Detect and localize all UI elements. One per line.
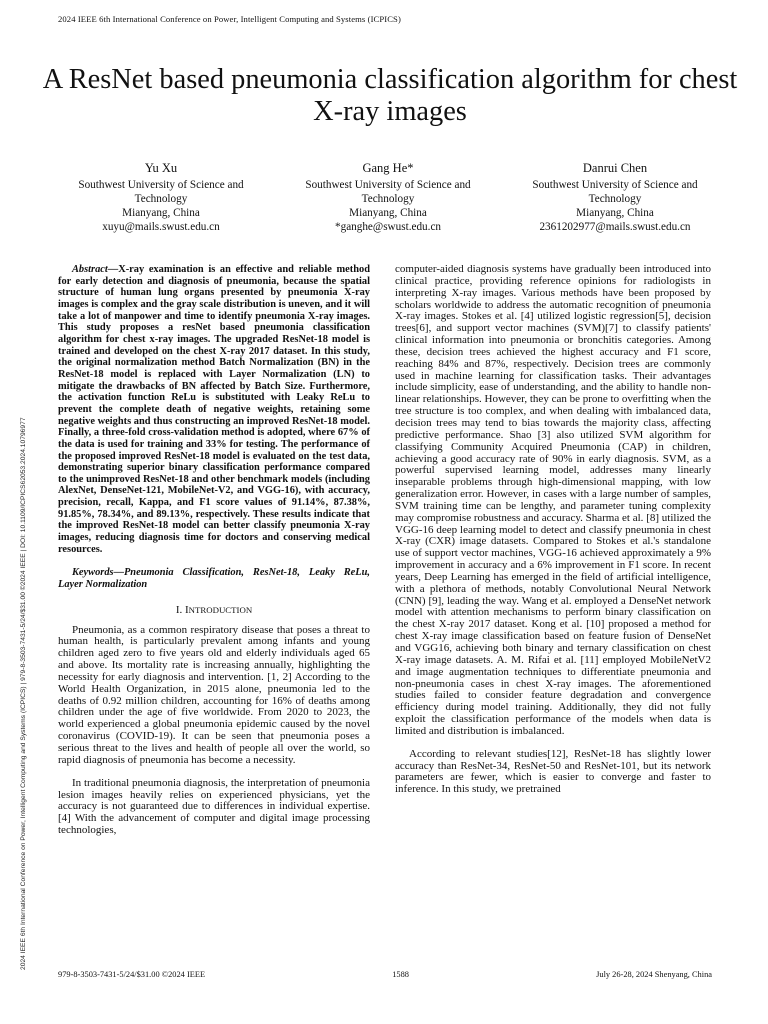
author-city: Mianyang, China xyxy=(576,207,654,219)
paragraph: computer-aided diagnosis systems have gradually been introduced into clinical practice, providing reference opinions for radiologists in interpreting X-ray images. Various methods have been proposed by scholars worldwide to address the automatic recognition of pneumonia X-ray images. Stokes et al. [4] utilized logistic regression[5], decision trees[6], and support vector machines (SVM)[7] to classify patients' clinical information into pneumonia or bronchitis categories. Among these, decision trees achieved the highest accuracy and F1 score, reaching 84% and 87%, respectively. Decision trees are commonly used in machine learning for classification tasks. Their advantages include simplicity, ease of understanding, and the ability to handle non-linear relationships. However, they can be prone to overfitting when the tree structure is too complex, and when dealing with imbalanced data, decision trees may tend to bias towards the majority class, affecting predictive performance. Shao [3] also utilized SVM algorithm for classifying Community Acquired Pneumonia (CAP) in children, achieving a good accuracy rate of 90% in early diagnosis. SVM, as a powerful supervised learning model, addresses many linearly inseparable problems through high-dimensional mapping, with low generalization error. However, in cases with a large number of samples, SVM training time can be lengthy, and parameter tuning complexity may compromise robustness and accuracy. Sharma et al. [8] utilized the VGG-16 deep learning model to detect and classify pneumonia in chest X-ray (CXR) image datasets. Compared to Stokes et al.'s standalone use of support vector machines, VGG-16 achieved approximately a 9% improvement in accuracy and a 6% improvement in F1 score. In recent years, Deep Learning has emerged in the field of artificial intelligence, with a plethora of methods, notably Convolutional Neural Network (CNN) [9], leading the way. Wang et al. employed a DenseNet network model with attention mechanisms to perform binary classification on the chest X-ray 2017 dataset. Kong et al. [10] proposed a method for chest X-ray image classification based on feature fusion of DenseNet and VGG16, achieving both binary and ternary classification on chest X-ray image datasets. A. M. Rifai et al. [11] employed MobileNetV2 and image augmentation techniques to differentiate pneumonia and non-pneumonia cases in chest X-ray images. The aforementioned studies failed to consider feature degradation and convergence efficiency during model training. Additionally, they did not fully exploit the classification performance of the models when data is limited and distribution is imbalanced. xyxy=(395,263,712,737)
footer-date-location: July 26-28, 2024 Shenyang, China xyxy=(596,970,712,979)
author-affiliation: Southwest University of Science and Technology xyxy=(305,179,471,205)
author-block xyxy=(58,161,718,234)
abstract-text: —X-ray examination is an effective and reliable method for early detection and diagnosis of pneumonia, because the spatial structure of human lung organs presented by pneumonia X-ray images is complex and the gray scale distribution is uneven, and it will take a lot of manpower and time to identify pneumonia X-ray images. This study proposes a resNet based pneumonia classification algorithm for chest x-ray images. The upgraded ResNet-18 model is trained and developed on the chest X-ray 2017 dataset. In this study, the original normalization method Batch Normalization (BN) in the ResNet-18 model is replaced with Layer Normalization (LN) to mitigate the drawbacks of BN affected by Batch Size. Furthermore, the activation function ReLu is substituted with Leaky ReLu to prevent the complete death of negative weights, retaining some negative weights and thus constructing an improved ResNet-18 model. Finally, a three-fold cross-validation method is adopted, where 67% of the data is used for training and 33% for testing. The performance of the proposed improved ResNet-18 model is evaluated on the test data, demonstrating superior binary classification performance compared to the unimproved ResNet-18 and other benchmark models (including AlexNet, DenseNet-121, MobileNet-V2, and VGG-16), with accuracy, precision, recall, Kappa, and F1 score values of 91.14%, 87.38%, 91.85%, 78.34%, and 89.13%, respectively. These results indicate that the improved ResNet-18 model can better classify pneumonia X-ray images, reducing diagnosis time for doctors and conserving medical resources. xyxy=(58,264,370,555)
author-affiliation: Southwest University of Science and Technology xyxy=(532,179,698,205)
author-city: Mianyang, China xyxy=(122,207,200,219)
author-email: *ganghe@swust.edu.cn xyxy=(335,221,441,233)
paragraph: In traditional pneumonia diagnosis, the interpretation of pneumonia lesion images heavily relies on experienced physicians, yet the accuracy is not guaranteed due to differences in individual expertise. [4] With the advancement of computer and digital image processing technologies, xyxy=(58,776,370,837)
page-number: 1588 xyxy=(392,970,409,979)
author-name: Danrui Chen xyxy=(582,161,648,175)
author-affiliation: Southwest University of Science and Technology xyxy=(78,179,244,205)
paragraph: According to relevant studies[12], ResNet-18 has slightly lower accuracy than ResNet-34, ResNet-50 and ResNet-101, but its network parameters are fewer, which is easier to converge and faster to inference. In this study, we pretrained xyxy=(395,747,711,796)
author-email: xuyu@mails.swust.edu.cn xyxy=(102,221,220,233)
section-heading-introduction: I. INTRODUCTION xyxy=(175,603,253,616)
author-email: 2361202977@mails.swust.edu.cn xyxy=(539,221,691,233)
left-column xyxy=(58,264,370,837)
author-2 xyxy=(285,161,491,234)
page-footer xyxy=(58,970,712,979)
author-3 xyxy=(512,161,718,234)
abstract-label: Abstract xyxy=(72,264,108,275)
paragraph: Pneumonia, as a common respiratory disease that poses a threat to human health, is particularly prevalent among infants and young children aged zero to five years old and elderly individuals aged 65 and above. Its mortality rate is increasing annually, highlighting the necessity for early diagnosis and intervention. [1, 2] According to the World Health Organization, in 2015 alone, pneumonia led to the deaths of 0.92 million children, accounting for 16% of deaths among children under the age of five worldwide. From 2020 to 2023, the world experienced a global pneumonia epidemic caused by the novel coronavirus (COVID-19). It can be seen that pneumonia poses a serious threat to the lives and health of people all over the world, so rapid diagnosis of pneumonia has become a necessity. xyxy=(58,623,370,766)
paper-title: A ResNet based pneumonia classification algorithm for chest X-ray images xyxy=(42,64,738,127)
author-name: Gang He* xyxy=(362,161,414,175)
side-doi-strip: 2024 IEEE 6th International Conference on Power, Intelligent Computing and Systems (ICPICS) | 979-8-3503-7431-5/24/$31.00 ©2024 IEEE | DOI: 10.1109/ICPICS62053.2024.10796977 xyxy=(20,417,27,970)
author-city: Mianyang, China xyxy=(349,207,427,219)
author-name: Yu Xu xyxy=(144,161,178,175)
footer-isbn: 979-8-3503-7431-5/24/$31.00 ©2024 IEEE xyxy=(58,970,206,979)
abstract xyxy=(58,264,370,555)
author-1 xyxy=(58,161,264,234)
keywords: Keywords—Pneumonia Classification, ResNet-18, Leaky ReLu, Layer Normalization xyxy=(58,567,370,591)
right-column xyxy=(395,264,711,796)
running-header: 2024 IEEE 6th International Conference on Power, Intelligent Computing and Systems (ICPICS) xyxy=(58,14,401,24)
